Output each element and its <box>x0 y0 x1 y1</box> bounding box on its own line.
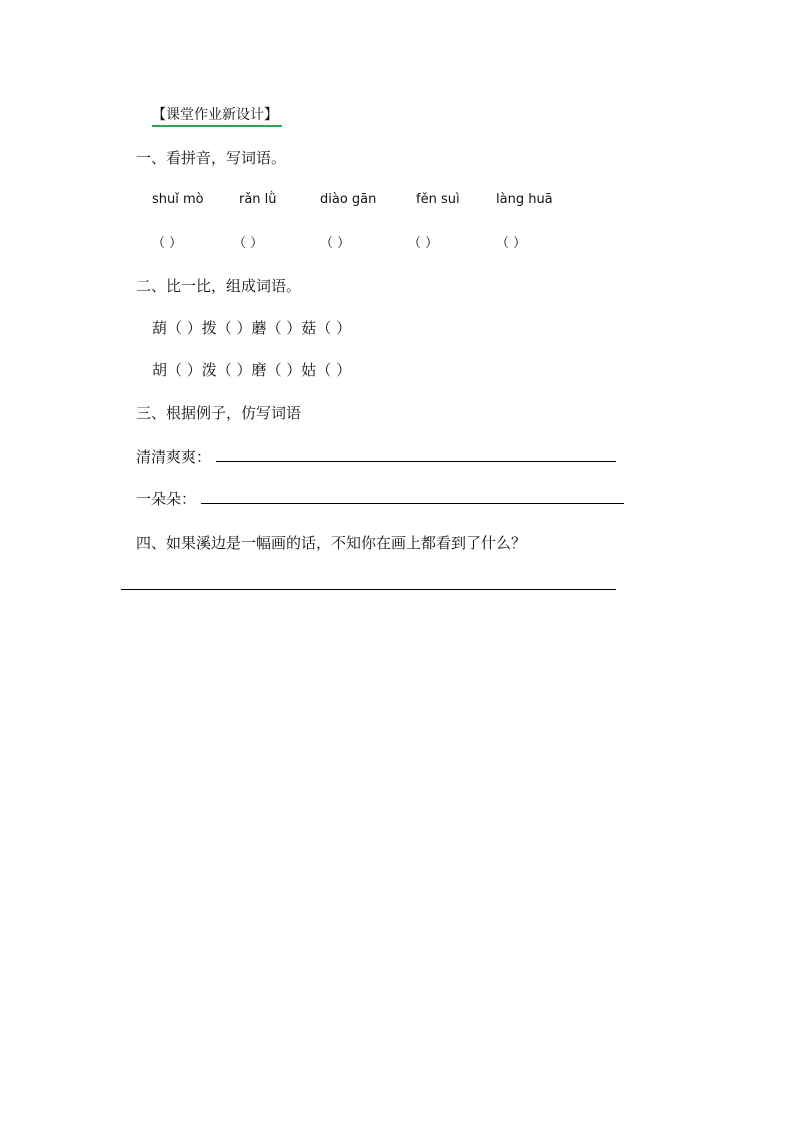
answer-blank-4: （ ） <box>408 236 439 251</box>
answer-line-1 <box>216 461 616 462</box>
question-3-title: 三、根据例子，仿写词语 <box>136 404 302 422</box>
question-1-title: 一、看拼音，写词语。 <box>136 149 287 167</box>
question-4-title: 四、如果溪边是一幅画的话，不知你在画上都看到了什么？ <box>136 534 527 552</box>
compare-row-2: 胡（ ）泼（ ）磨（ ）姑（ ） <box>152 361 352 379</box>
question-2-title: 二、比一比，组成词语。 <box>136 277 302 295</box>
pinyin-5: làng huā <box>496 192 553 207</box>
pinyin-2: rǎn lǜ <box>239 192 277 207</box>
pinyin-4: fěn suì <box>416 192 460 207</box>
answer-blank-2: （ ） <box>233 236 264 251</box>
answer-blank-1: （ ） <box>152 236 183 251</box>
pinyin-1: shuǐ mò <box>152 192 204 207</box>
compare-row-1: 葫（ ）拨（ ）蘑（ ）菇（ ） <box>152 319 352 337</box>
section-heading: 【课堂作业新设计】 <box>152 104 282 127</box>
example-item-2: 一朵朵： <box>136 490 197 508</box>
answer-line-3 <box>121 589 616 590</box>
answer-line-2 <box>201 503 624 504</box>
pinyin-3: diào gān <box>320 192 377 207</box>
example-item-1: 清清爽爽： <box>136 448 212 466</box>
answer-blank-5: （ ） <box>496 236 527 251</box>
answer-blank-3: （ ） <box>320 236 351 251</box>
